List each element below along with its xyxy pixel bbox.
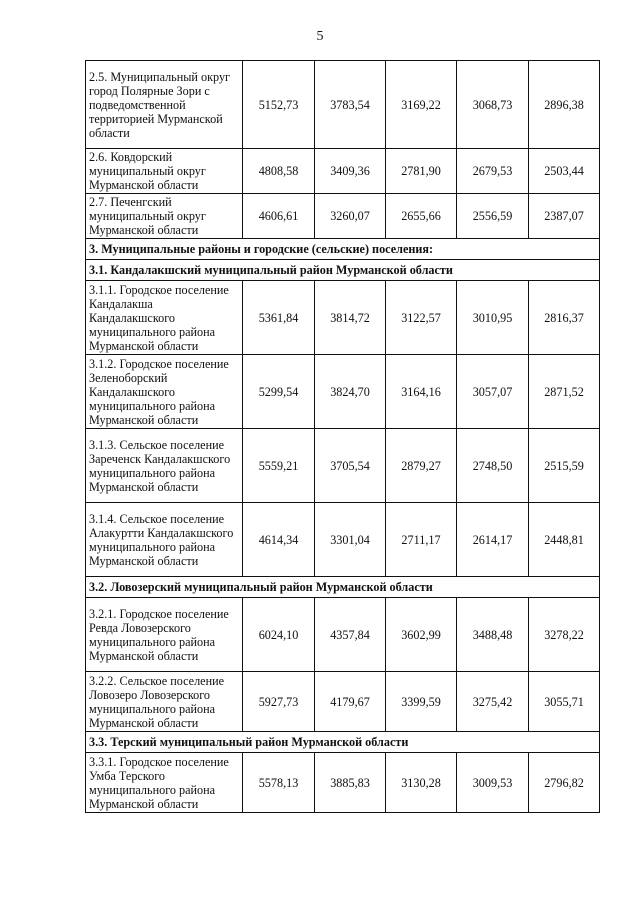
value-cell: 2655,66 — [386, 194, 457, 239]
section-header-row — [86, 260, 600, 281]
value-cell: 3055,71 — [529, 672, 600, 732]
value-cell: 2871,52 — [529, 355, 600, 429]
value-cell: 3814,72 — [315, 281, 386, 355]
section-header-row — [86, 577, 600, 598]
value-cell: 2711,17 — [386, 503, 457, 577]
section-title: 3.3. Терский муниципальный район Мурманской области — [86, 732, 600, 753]
value-cell: 6024,10 — [243, 598, 315, 672]
value-cell: 4808,58 — [243, 149, 315, 194]
value-cell: 4606,61 — [243, 194, 315, 239]
value-cell: 3009,53 — [457, 753, 529, 813]
value-cell: 2387,07 — [529, 194, 600, 239]
value-cell: 3399,59 — [386, 672, 457, 732]
value-cell: 3130,28 — [386, 753, 457, 813]
value-cell: 2556,59 — [457, 194, 529, 239]
value-cell: 3783,54 — [315, 61, 386, 149]
table-row — [86, 503, 600, 577]
value-cell: 3278,22 — [529, 598, 600, 672]
table-row — [86, 429, 600, 503]
value-cell: 2679,53 — [457, 149, 529, 194]
value-cell: 5927,73 — [243, 672, 315, 732]
table-row — [86, 61, 600, 149]
municipality-name: 2.7. Печенгский муниципальный округ Мурманской области — [86, 194, 243, 239]
value-cell: 5299,54 — [243, 355, 315, 429]
municipality-name: 3.1.1. Городское поселение Кандалакша Кандалакшского муниципального района Мурманской области — [86, 281, 243, 355]
municipality-name: 2.6. Ковдорский муниципальный округ Мурманской области — [86, 149, 243, 194]
table-row — [86, 281, 600, 355]
value-cell: 3057,07 — [457, 355, 529, 429]
value-cell: 3122,57 — [386, 281, 457, 355]
value-cell: 2448,81 — [529, 503, 600, 577]
value-cell: 3164,16 — [386, 355, 457, 429]
value-cell: 2515,59 — [529, 429, 600, 503]
table-row — [86, 149, 600, 194]
value-cell: 3068,73 — [457, 61, 529, 149]
table-row — [86, 355, 600, 429]
section-title: 3.2. Ловозерский муниципальный район Мурманской области — [86, 577, 600, 598]
value-cell: 3824,70 — [315, 355, 386, 429]
value-cell: 3260,07 — [315, 194, 386, 239]
value-cell: 3705,54 — [315, 429, 386, 503]
municipality-name: 3.2.2. Сельское поселение Ловозеро Ловозерского муниципального района Мурманской области — [86, 672, 243, 732]
value-cell: 2614,17 — [457, 503, 529, 577]
value-cell: 3885,83 — [315, 753, 386, 813]
value-cell: 3409,36 — [315, 149, 386, 194]
value-cell: 2879,27 — [386, 429, 457, 503]
value-cell: 2781,90 — [386, 149, 457, 194]
value-cell: 5361,84 — [243, 281, 315, 355]
value-cell: 4179,67 — [315, 672, 386, 732]
municipality-name: 3.1.3. Сельское поселение Зареченск Кандалакшского муниципального района Мурманской области — [86, 429, 243, 503]
table-row — [86, 194, 600, 239]
municipality-name: 3.2.1. Городское поселение Ревда Ловозерского муниципального района Мурманской области — [86, 598, 243, 672]
value-cell: 2896,38 — [529, 61, 600, 149]
value-cell: 2748,50 — [457, 429, 529, 503]
table-row — [86, 753, 600, 813]
municipality-name: 3.1.2. Городское поселение Зеленоборский Кандалакшского муниципального района Мурманской области — [86, 355, 243, 429]
value-cell: 5152,73 — [243, 61, 315, 149]
table-row — [86, 598, 600, 672]
table-body — [86, 61, 600, 813]
municipality-name: 3.3.1. Городское поселение Умба Терского муниципального района Мурманской области — [86, 753, 243, 813]
value-cell: 3488,48 — [457, 598, 529, 672]
value-cell: 2816,37 — [529, 281, 600, 355]
tariff-table — [85, 60, 600, 813]
value-cell: 5578,13 — [243, 753, 315, 813]
value-cell: 4614,34 — [243, 503, 315, 577]
page-number: 5 — [316, 29, 324, 44]
value-cell: 5559,21 — [243, 429, 315, 503]
value-cell: 3010,95 — [457, 281, 529, 355]
section-title: 3. Муниципальные районы и городские (сельские) поселения: — [86, 239, 600, 260]
table-row — [86, 672, 600, 732]
value-cell: 4357,84 — [315, 598, 386, 672]
value-cell: 3301,04 — [315, 503, 386, 577]
municipality-name: 2.5. Муниципальный округ город Полярные Зори с подведомственной территорией Мурманской области — [86, 61, 243, 149]
value-cell: 2796,82 — [529, 753, 600, 813]
value-cell: 3602,99 — [386, 598, 457, 672]
section-header-row — [86, 732, 600, 753]
value-cell: 3275,42 — [457, 672, 529, 732]
section-title: 3.1. Кандалакшский муниципальный район Мурманской области — [86, 260, 600, 281]
value-cell: 2503,44 — [529, 149, 600, 194]
section-header-row — [86, 239, 600, 260]
value-cell: 3169,22 — [386, 61, 457, 149]
municipality-name: 3.1.4. Сельское поселение Алакуртти Кандалакшского муниципального района Мурманской области — [86, 503, 243, 577]
